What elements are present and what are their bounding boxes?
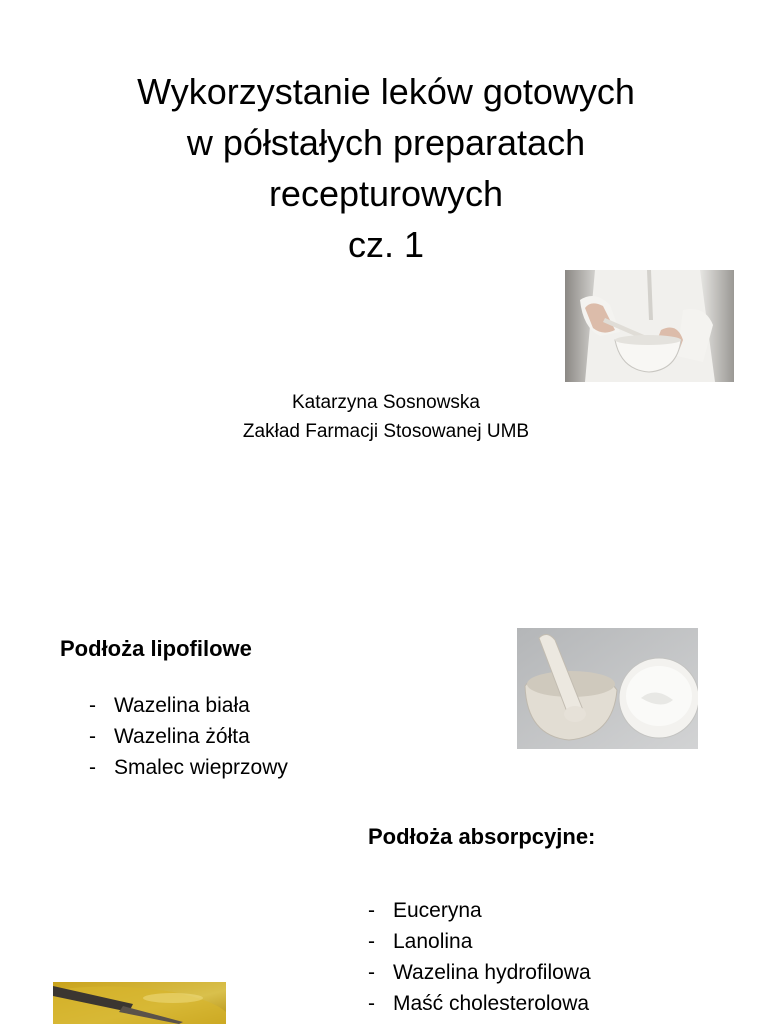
list-item <box>89 690 288 721</box>
bullet-dash: - <box>89 725 96 748</box>
bullet-dash: - <box>368 899 375 922</box>
title-line: w półstałych preparatach <box>186 122 586 163</box>
list-item <box>368 895 591 926</box>
author-block <box>150 388 622 446</box>
list-item <box>89 752 288 783</box>
author-affiliation: Zakład Farmacji Stosowanej UMB <box>242 421 530 442</box>
title-line: cz. 1 <box>347 224 425 265</box>
author-name: Katarzyna Sosnowska <box>292 392 480 413</box>
list-item <box>368 988 591 1019</box>
yellow-ointment-spatula-photo <box>53 982 226 1024</box>
list-item <box>89 721 288 752</box>
mortar-and-ointment-jar-photo <box>517 628 698 749</box>
absorption-bases-list <box>368 895 591 1019</box>
bullet-dash: - <box>89 756 96 779</box>
list-item-label: Wazelina żółta <box>114 725 250 748</box>
section-heading-absorption-bases: Podłoża absorpcyjne: <box>368 824 596 849</box>
pharmacist-mortar-photo <box>565 270 734 382</box>
bullet-dash: - <box>89 694 96 717</box>
list-item-label: Wazelina hydrofilowa <box>393 961 591 984</box>
title-line: recepturowych <box>268 173 504 214</box>
list-item-label: Maść cholesterolowa <box>393 992 590 1015</box>
list-item-label: Lanolina <box>393 930 473 953</box>
list-item <box>368 926 591 957</box>
slide-title <box>80 66 692 270</box>
bullet-dash: - <box>368 961 375 984</box>
bullet-dash: - <box>368 992 375 1015</box>
list-item <box>368 957 591 988</box>
list-item-label: Euceryna <box>393 899 482 922</box>
lipophilic-bases-list <box>89 690 288 783</box>
list-item-label: Wazelina biała <box>114 694 250 717</box>
section-heading-lipophilic-bases: Podłoża lipofilowe <box>60 636 252 661</box>
list-item-label: Smalec wieprzowy <box>114 756 288 779</box>
bullet-dash: - <box>368 930 375 953</box>
title-line: Wykorzystanie leków gotowych <box>137 71 635 112</box>
